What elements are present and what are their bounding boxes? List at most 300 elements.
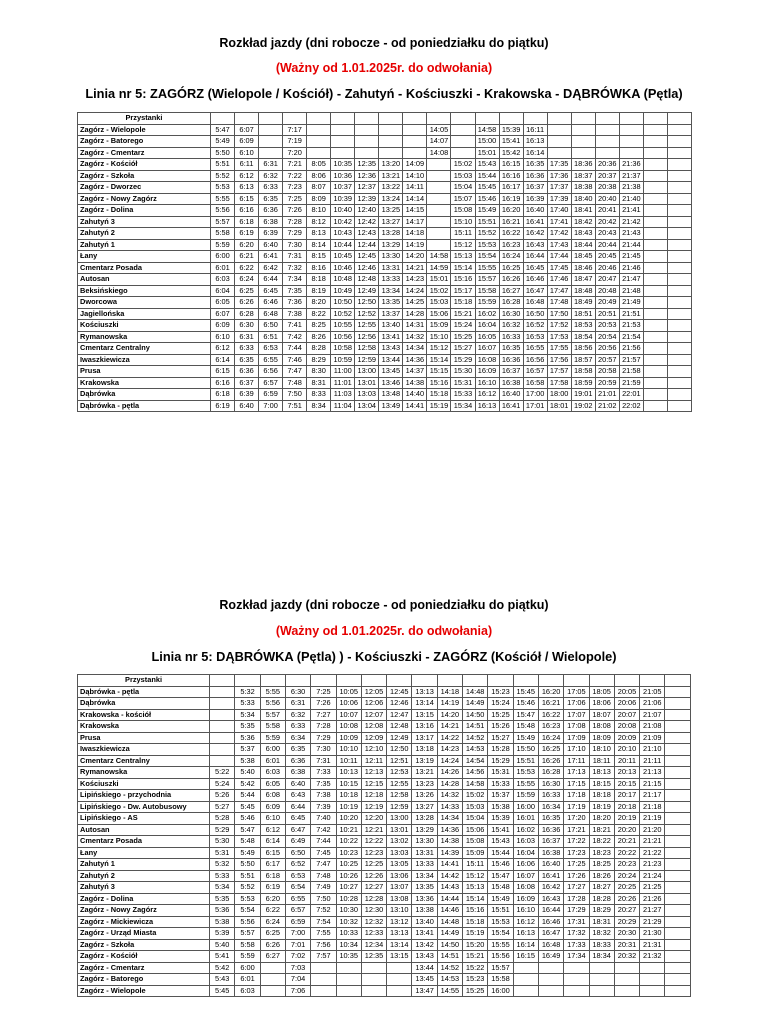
departure-time [387,974,412,986]
header-cell [589,675,614,687]
departure-time: 15:31 [488,767,513,779]
departure-time [667,274,691,286]
departure-time [513,985,538,997]
departure-time: 13:07 [387,882,412,894]
departure-time: 6:15 [260,847,285,859]
departure-time: 6:45 [259,285,283,297]
departure-time: 13:14 [412,698,437,710]
departure-time: 7:44 [311,836,336,848]
departure-time: 15:49 [513,732,538,744]
departure-time: 20:18 [614,801,639,813]
departure-time: 16:48 [523,297,547,309]
header-cell [260,675,285,687]
stop-name: Zagórz - Cmentarz [78,147,211,159]
departure-time: 16:23 [538,721,563,733]
departure-time: 16:40 [523,205,547,217]
departure-time: 20:07 [614,709,639,721]
departure-time: 13:29 [379,239,403,251]
departure-time [259,147,283,159]
departure-time: 21:36 [619,159,643,171]
departure-time: 6:45 [285,813,310,825]
departure-time: 21:10 [640,744,665,756]
departure-time [667,285,691,297]
departure-time: 5:56 [211,205,235,217]
departure-time: 6:44 [259,274,283,286]
departure-time [665,951,691,963]
departure-time: 5:33 [235,698,260,710]
departure-time: 13:40 [379,320,403,332]
header-cell [211,113,235,125]
departure-time: 17:57 [547,366,571,378]
departure-time: 11:01 [331,377,355,389]
departure-time: 16:24 [538,732,563,744]
departure-time: 17:35 [547,159,571,171]
departure-time: 14:32 [437,790,462,802]
departure-time: 6:59 [259,389,283,401]
departure-time [307,124,331,136]
departure-time: 21:42 [619,216,643,228]
departure-time: 17:42 [547,228,571,240]
departure-time: 12:51 [387,755,412,767]
departure-time: 5:36 [235,732,260,744]
departure-time: 10:43 [331,228,355,240]
departure-time: 8:07 [307,182,331,194]
departure-time: 18:43 [571,228,595,240]
departure-time [589,962,614,974]
departure-time: 15:19 [427,400,451,412]
departure-time: 12:56 [355,331,379,343]
departure-time: 6:27 [260,951,285,963]
departure-time: 10:58 [331,343,355,355]
departure-time: 14:53 [437,974,462,986]
departure-time: 21:40 [619,193,643,205]
departure-time: 13:01 [387,824,412,836]
stop-name: Beksińskiego [78,285,211,297]
departure-time [643,354,667,366]
departure-time: 8:25 [307,320,331,332]
departure-time: 10:33 [336,928,361,940]
departure-time: 14:22 [437,732,462,744]
departure-time [331,124,355,136]
departure-time: 15:27 [451,343,475,355]
departure-time: 6:38 [285,767,310,779]
departure-time: 13:36 [412,893,437,905]
departure-time: 15:11 [451,228,475,240]
table-row [78,813,691,825]
departure-time [260,985,285,997]
departure-time: 13:35 [412,882,437,894]
departure-time [547,136,571,148]
departure-time: 5:39 [210,928,235,940]
departure-time: 6:24 [235,274,259,286]
departure-time: 13:00 [355,366,379,378]
departure-time: 15:44 [475,170,499,182]
departure-time: 17:43 [547,239,571,251]
departure-time: 6:31 [259,159,283,171]
stop-name: Prusa [78,732,210,744]
departure-time: 14:34 [403,343,427,355]
departure-time [665,767,691,779]
table-row [78,801,691,813]
departure-time: 5:53 [235,893,260,905]
departure-time: 8:26 [307,331,331,343]
departure-time: 14:52 [437,962,462,974]
departure-time: 6:31 [285,698,310,710]
departure-time: 6:39 [259,228,283,240]
departure-time: 7:23 [283,182,307,194]
table-row [78,836,691,848]
departure-time [667,343,691,355]
departure-time: 20:22 [614,847,639,859]
departure-time: 21:57 [619,354,643,366]
departure-time: 7:38 [311,790,336,802]
stop-name: Zagórz - Kościół [78,159,211,171]
departure-time [643,239,667,251]
departure-time: 6:05 [260,778,285,790]
table-row [78,951,691,963]
departure-time: 5:50 [211,147,235,159]
departure-time [564,962,589,974]
table-row [78,170,692,182]
departure-time: 12:35 [361,951,386,963]
departure-time: 22:01 [619,389,643,401]
table-row [78,400,692,412]
departure-time: 14:20 [403,251,427,263]
departure-time: 20:30 [614,928,639,940]
table-row [78,297,692,309]
departure-time: 13:28 [412,813,437,825]
departure-time: 16:08 [475,354,499,366]
departure-time: 17:21 [564,824,589,836]
departure-time: 13:21 [379,170,403,182]
departure-time [210,709,235,721]
departure-time: 15:21 [451,308,475,320]
departure-time: 14:56 [463,767,488,779]
stop-name: Dąbrówka [78,698,210,710]
departure-time: 16:41 [499,400,523,412]
header-cell [259,113,283,125]
departure-time: 10:32 [336,916,361,928]
departure-time: 13:38 [412,905,437,917]
departure-time [667,262,691,274]
departure-time: 21:27 [640,905,665,917]
table-row [78,147,692,159]
departure-time: 10:42 [331,216,355,228]
departure-time [667,354,691,366]
departure-time: 6:35 [285,744,310,756]
departure-time: 5:52 [235,882,260,894]
departure-time: 20:47 [595,274,619,286]
departure-time: 15:18 [451,297,475,309]
departure-time: 12:59 [355,354,379,366]
departure-time: 18:44 [571,239,595,251]
departure-time: 12:42 [355,216,379,228]
table-row [78,928,691,940]
departure-time: 6:37 [235,377,259,389]
departure-time: 14:39 [437,847,462,859]
table-row [78,985,691,997]
departure-time: 6:38 [259,216,283,228]
departure-time: 13:15 [412,709,437,721]
departure-time: 17:23 [564,847,589,859]
departure-time: 6:25 [260,928,285,940]
departure-time: 15:48 [488,882,513,894]
departure-time: 10:23 [336,847,361,859]
departure-time [643,170,667,182]
departure-time: 15:29 [488,755,513,767]
departure-time: 7:22 [283,170,307,182]
departure-time: 21:13 [640,767,665,779]
departure-time: 21:02 [595,400,619,412]
departure-time: 6:33 [235,343,259,355]
stop-name: Lipińskiego - przychodnia [78,790,210,802]
departure-time: 14:36 [403,354,427,366]
departure-time: 13:34 [379,285,403,297]
departure-time: 12:20 [361,813,386,825]
departure-time: 16:38 [538,847,563,859]
departure-time: 12:34 [361,939,386,951]
departure-time: 6:08 [260,790,285,802]
table-row [78,916,691,928]
header-cell [403,113,427,125]
header-cell [571,113,595,125]
departure-time: 7:55 [311,928,336,940]
departure-time: 17:09 [564,732,589,744]
departure-time: 15:53 [513,767,538,779]
departure-time: 14:31 [403,320,427,332]
departure-time: 17:11 [564,755,589,767]
departure-time: 6:00 [211,251,235,263]
header-cell [355,113,379,125]
stop-name: Iwaszkiewicza [78,744,210,756]
departure-time: 14:50 [463,709,488,721]
departure-time: 16:46 [538,916,563,928]
departure-time: 6:16 [235,205,259,217]
departure-time: 15:13 [451,251,475,263]
departure-time: 10:35 [336,951,361,963]
departure-time: 12:28 [361,893,386,905]
departure-time: 17:39 [547,193,571,205]
departure-time: 14:53 [463,744,488,756]
departure-time: 8:13 [307,228,331,240]
table-row [78,366,692,378]
departure-time: 16:24 [499,251,523,263]
departure-time: 13:35 [379,297,403,309]
departure-time: 13:43 [379,343,403,355]
departure-time: 15:03 [451,170,475,182]
stop-name: Zagórz - Cmentarz [78,962,210,974]
departure-time: 18:59 [571,377,595,389]
timetable-table [77,674,691,997]
stop-name: Dąbrówka [78,389,211,401]
departure-time: 21:37 [619,170,643,182]
departure-time: 10:10 [336,744,361,756]
departure-time: 16:52 [523,320,547,332]
departure-time [667,228,691,240]
departure-time: 12:48 [387,721,412,733]
departure-time: 16:37 [499,366,523,378]
departure-time: 14:50 [437,939,462,951]
departure-time: 18:20 [589,813,614,825]
departure-time [643,377,667,389]
departure-time: 7:36 [283,297,307,309]
departure-time [427,216,451,228]
departure-time: 10:21 [336,824,361,836]
departure-time: 18:05 [589,686,614,698]
departure-time [667,331,691,343]
departure-time: 20:21 [614,836,639,848]
departure-time: 18:33 [589,939,614,951]
departure-time: 15:54 [475,251,499,263]
departure-time [665,985,691,997]
departure-time [427,205,451,217]
departure-time: 10:48 [331,274,355,286]
header-stops-label: Przystanki [78,675,210,687]
departure-time [355,136,379,148]
departure-time: 5:56 [260,698,285,710]
departure-time: 17:27 [564,882,589,894]
departure-time: 6:11 [235,159,259,171]
departure-time [643,251,667,263]
departure-time: 6:20 [235,239,259,251]
departure-time: 13:42 [412,939,437,951]
departure-time: 14:46 [437,905,462,917]
table-row [78,709,691,721]
departure-time: 16:01 [513,813,538,825]
departure-time [643,228,667,240]
departure-time: 17:55 [547,343,571,355]
departure-time: 7:33 [311,767,336,779]
departure-time: 7:00 [285,928,310,940]
departure-time: 5:43 [210,974,235,986]
departure-time: 14:09 [403,159,427,171]
departure-time: 16:25 [499,262,523,274]
departure-time: 14:21 [437,721,462,733]
departure-time: 7:35 [311,778,336,790]
header-cell [523,113,547,125]
departure-time: 12:22 [361,836,386,848]
departure-time: 15:25 [451,331,475,343]
departure-time: 14:07 [427,136,451,148]
departure-time: 21:11 [640,755,665,767]
departure-time: 17:26 [564,870,589,882]
header-cell [283,113,307,125]
departure-time: 18:28 [589,893,614,905]
departure-time: 20:58 [595,366,619,378]
departure-time: 20:10 [614,744,639,756]
departure-time: 7:48 [311,870,336,882]
departure-time: 16:10 [513,905,538,917]
departure-time: 14:51 [437,951,462,963]
header-cell [595,113,619,125]
departure-time [336,962,361,974]
departure-time: 13:28 [379,228,403,240]
departure-time [665,801,691,813]
stop-name: Lipińskiego - AS [78,813,210,825]
departure-time: 6:55 [259,354,283,366]
departure-time: 13:45 [379,366,403,378]
stop-name: Zagórz - Batorego [78,974,210,986]
departure-time: 12:32 [361,916,386,928]
departure-time: 6:40 [235,400,259,412]
departure-time: 8:15 [307,251,331,263]
departure-time: 16:22 [499,228,523,240]
departure-time: 7:47 [283,366,307,378]
departure-time [589,974,614,986]
departure-time: 16:37 [538,836,563,848]
departure-time: 5:38 [210,916,235,928]
stop-name: Kościuszki [78,320,211,332]
departure-time: 5:29 [210,824,235,836]
departure-time: 15:55 [475,262,499,274]
departure-time: 13:49 [379,400,403,412]
departure-time: 16:21 [538,698,563,710]
departure-time: 12:47 [387,709,412,721]
departure-time: 6:05 [211,297,235,309]
departure-time [513,962,538,974]
departure-time: 6:54 [285,882,310,894]
departure-time: 16:44 [538,905,563,917]
departure-time: 16:33 [499,331,523,343]
departure-time [403,147,427,159]
departure-time [538,974,563,986]
departure-time: 15:23 [463,974,488,986]
departure-time: 6:41 [259,251,283,263]
departure-time: 16:13 [513,928,538,940]
departure-time [589,985,614,997]
departure-time: 5:42 [210,962,235,974]
departure-time: 15:14 [451,262,475,274]
departure-time: 16:14 [513,939,538,951]
departure-time: 15:30 [451,366,475,378]
departure-time: 14:54 [463,755,488,767]
departure-time: 6:00 [260,744,285,756]
stop-name: Kościuszki [78,778,210,790]
departure-time [643,343,667,355]
departure-time: 20:13 [614,767,639,779]
departure-time: 7:42 [283,331,307,343]
departure-time: 12:39 [355,193,379,205]
departure-time: 15:41 [488,824,513,836]
table-row [78,343,692,355]
departure-time: 7:30 [311,744,336,756]
departure-time: 15:06 [463,824,488,836]
header-cell [379,113,403,125]
departure-time: 5:27 [210,801,235,813]
departure-time: 21:09 [640,732,665,744]
departure-time: 12:15 [361,778,386,790]
departure-time: 13:29 [412,824,437,836]
departure-time: 21:38 [619,182,643,194]
departure-time: 15:17 [451,285,475,297]
departure-time: 7:52 [311,905,336,917]
departure-time [665,790,691,802]
stop-name: Dąbrówka - pętla [78,686,210,698]
departure-time: 10:27 [336,882,361,894]
departure-time: 5:45 [210,985,235,997]
departure-time [643,182,667,194]
departure-time: 17:25 [564,859,589,871]
stop-name: Zahutyń 3 [78,882,210,894]
departure-time: 16:42 [523,228,547,240]
departure-time: 10:08 [336,721,361,733]
departure-time: 5:32 [235,686,260,698]
departure-time [665,905,691,917]
departure-time [665,755,691,767]
departure-time: 6:26 [235,297,259,309]
departure-time: 16:35 [538,813,563,825]
departure-time: 16:13 [523,136,547,148]
